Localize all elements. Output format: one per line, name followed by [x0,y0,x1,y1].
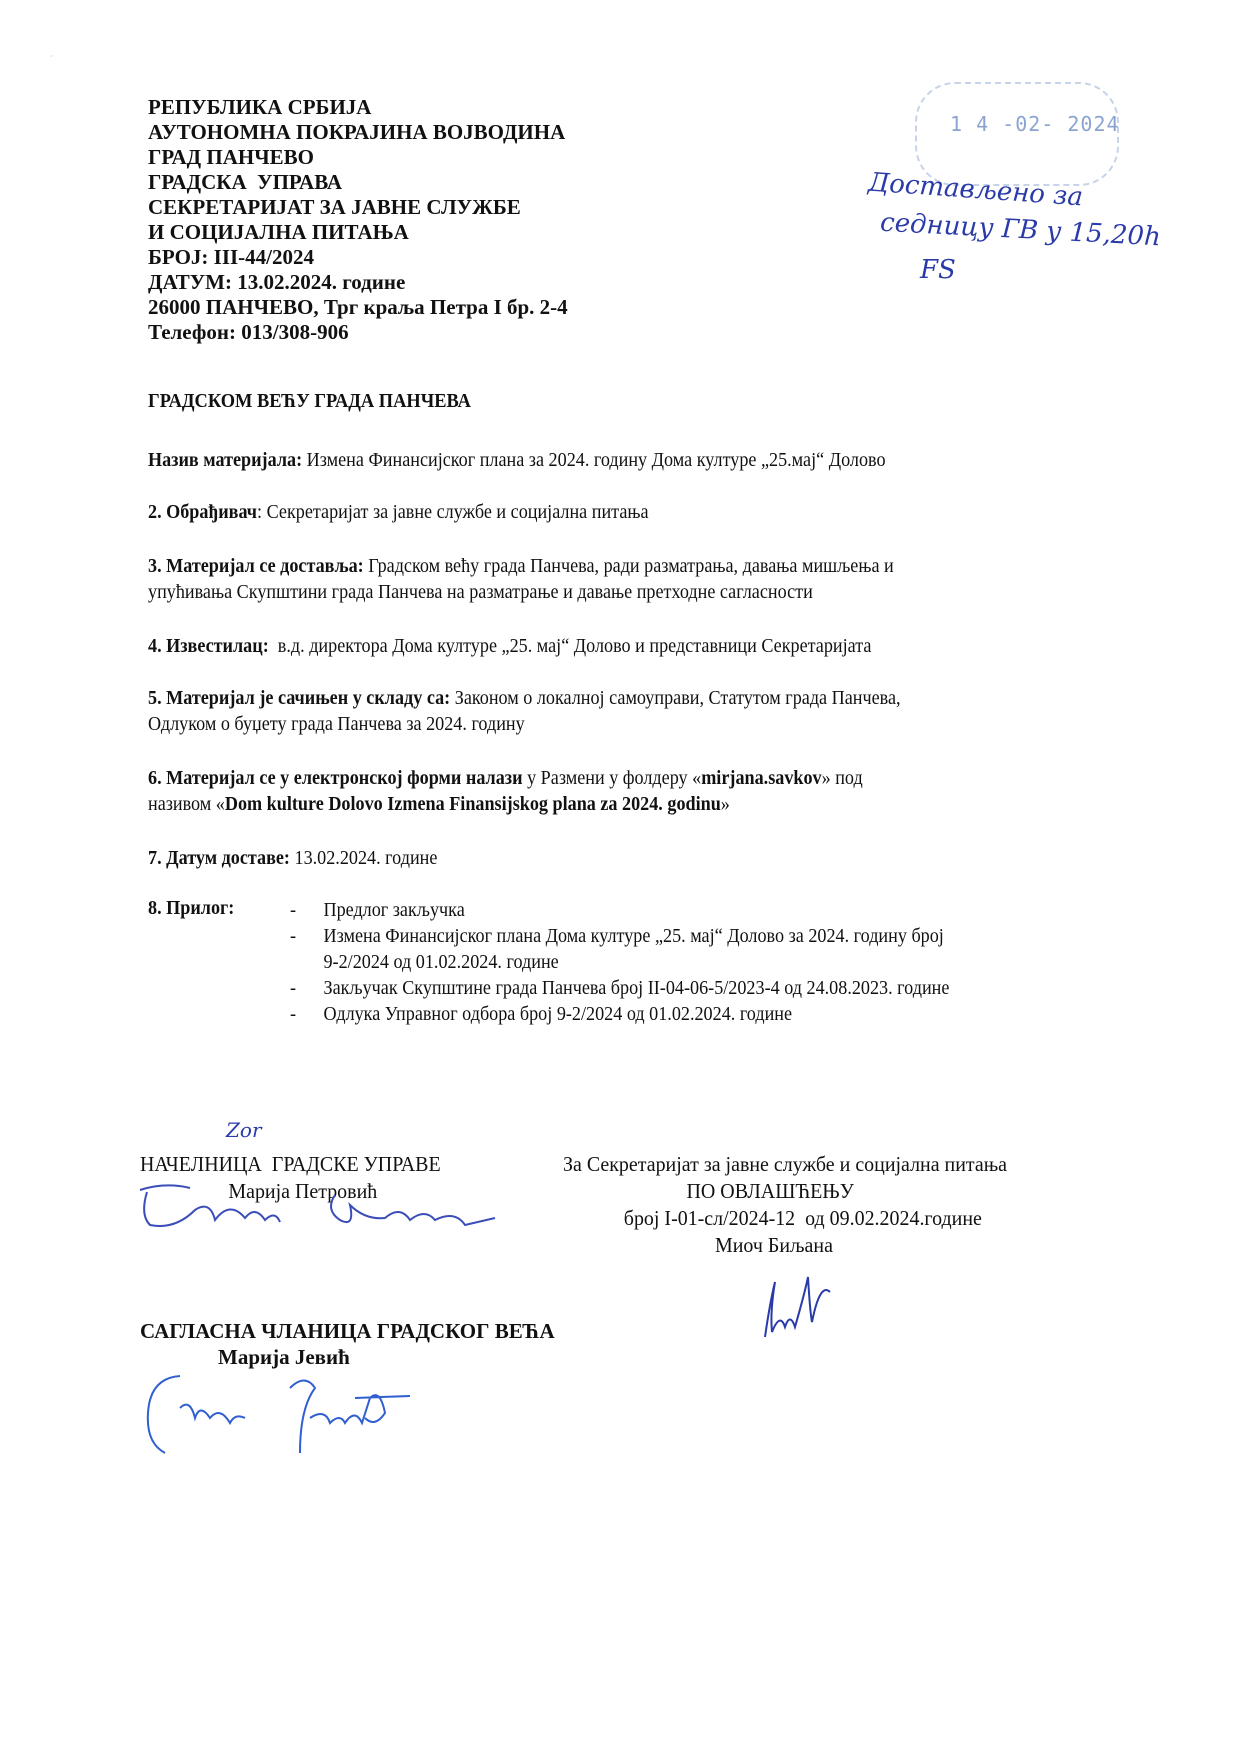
item-text: : Секретаријат за јавне службе и социјална питања [257,502,649,523]
stamp-date: 1 4 -02- 2024 [950,112,1120,136]
bullet-dash: - [290,900,297,921]
item-label: 2. Обрађивач [148,502,258,523]
attachments-label: 8. Прилог: [148,898,235,919]
letterhead-line: РЕПУБЛИКА СРБИЈА [148,95,372,119]
item-label: 5. Материјал је сачињен у складу са: [148,688,451,709]
item-material-name [148,448,886,474]
item-delivery-date [148,846,437,872]
item-electronic-location [148,766,863,818]
folder-name: mirjana.savkov [701,768,822,789]
item-text: 13.02.2024. године [289,848,438,869]
attachment-text-continued: 9-2/2024 од 01.02.2024. године [323,952,559,973]
item-text: Измена Финансијског плана за 2024. годину Дома културе „25.мај“ Долово [302,450,886,471]
item-text: Градском већу града Панчева, ради разматрања, давања мишљења и [363,556,894,577]
item-text: » под [821,768,863,789]
item-label: 3. Материјал се доставља: [148,556,364,577]
handwritten-note-initials: FS [920,255,956,285]
signature-scribble-right [750,1272,850,1342]
letterhead-line: И СОЦИЈАЛНА ПИТАЊА [148,220,409,244]
phone: Телефон: 013/308-906 [148,320,349,344]
file-name: Dom kulture Dolovo Izmena Finansijskog plana za 2024. godinu [224,794,721,815]
handwritten-note-line: седницу ГВ у 15,20h [879,207,1162,253]
item-text: Законом о локалној самоуправи, Статутом града Панчева, [450,688,901,709]
letterhead [148,95,568,345]
signatory-title: САГЛАСНА ЧЛАНИЦА ГРАДСКОГ ВЕЋА [140,1319,555,1343]
authorization-number: број I-01-сл/2024-12 од 09.02.2024.године [623,1206,982,1230]
attachments-list [290,898,949,1028]
item-text: у Размени у фолдеру « [522,768,702,789]
attachment-item [290,898,949,924]
item-text: » [720,794,730,815]
handwritten-note-line: Достављено за [867,167,1084,213]
item-label: 7. Датум доставе: [148,848,290,869]
signature-scribble-council [140,1368,420,1458]
item-label: 6. Материјал се у електронској форми налази [148,768,523,789]
bullet-dash: - [290,1004,297,1025]
signatory-name: Миоч Биљана [715,1233,833,1257]
attachment-item [290,924,949,976]
attachment-text: Измена Финансијског плана Дома културе „25. мај“ Долово за 2024. годину број [323,926,944,947]
signature-scribble-left [135,1180,515,1240]
signatory-name: Марија Јевић [218,1345,350,1369]
letterhead-line: АУТОНОМНА ПОКРАЈИНА ВОЈВОДИНА [148,120,566,144]
attachment-text: Одлука Управног одбора број 9-2/2024 од 01.02.2024. године [323,1004,793,1025]
letterhead-line: ГРАДСКА УПРАВА [148,170,343,194]
item-text: називом « [148,794,225,815]
item-text-continued: упућивања Скупштини града Панчева на разматрање и давање претходне сагласности [148,582,813,603]
document-number: БРОЈ: III-44/2024 [148,245,315,269]
signatory-name: Марија Петровић [228,1179,378,1203]
item-label: 4. Известилац: [148,636,269,657]
signature-block-council [140,1318,555,1370]
signatory-title: НАЧЕЛНИЦА ГРАДСКЕ УПРАВЕ [140,1152,441,1176]
addressee: ГРАДСКОМ ВЕЋУ ГРАДА ПАНЧЕВА [148,390,471,412]
item-text: в.д. директора Дома културе „25. мај“ Долово и представници Секретаријата [268,636,872,657]
bullet-dash: - [290,978,297,999]
document-date: ДАТУМ: 13.02.2024. године [148,270,406,294]
item-delivered-to [148,554,894,606]
signatory-unit: За Секретаријат за јавне службе и социјална питања [563,1152,1008,1176]
letterhead-line: СЕКРЕТАРИЈАТ ЗА ЈАВНЕ СЛУЖБЕ [148,195,521,219]
handwritten-initials: Zor [226,1118,262,1142]
attachment-text: Закључак Скупштине града Панчева број II-04-06-5/2023-4 од 24.08.2023. године [323,978,950,999]
item-reporter [148,634,871,660]
item-legal-basis [148,686,901,738]
item-author [148,500,649,526]
attachment-item [290,1002,949,1028]
letterhead-line: ГРАД ПАНЧЕВО [148,145,314,169]
attachment-item [290,976,949,1002]
authorization-label: ПО ОВЛАШЋЕЊУ [686,1179,854,1203]
attachment-text: Предлог закључка [323,900,465,921]
signature-block-right [563,1151,1007,1259]
address: 26000 ПАНЧЕВО, Трг краља Петра I бр. 2-4 [148,295,568,319]
item-label: Назив материјала: [148,450,303,471]
item-text-continued: Одлуком о буџету града Панчева за 2024. годину [148,714,525,735]
scan-artifact: ˊ [50,55,54,66]
bullet-dash: - [290,926,297,947]
